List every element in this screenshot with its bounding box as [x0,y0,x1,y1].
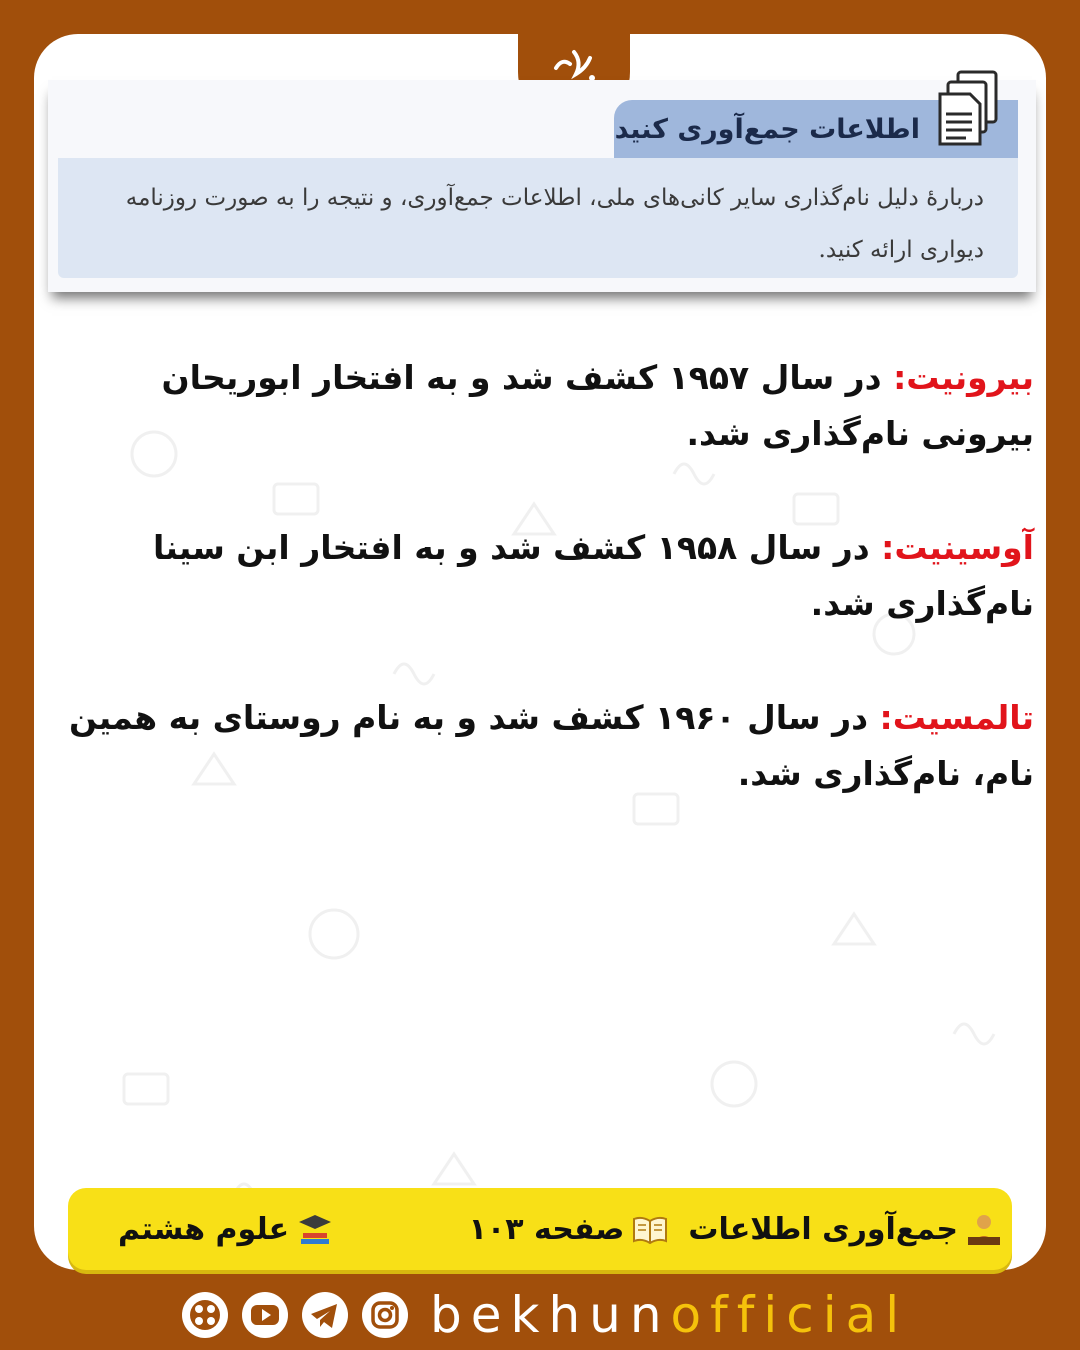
snippet-line-1: دربارهٔ دلیل نام‌گذاری سایر کانی‌های ملی، اطلاعات جمع‌آوری، و نتیجه را به صورت روزنامه [125,185,984,211]
mineral-term: تالمسیت: [879,698,1034,737]
answer-item [48,350,1034,462]
answers-list [48,350,1034,860]
documents-icon [936,68,1002,150]
footer-page [469,1211,669,1247]
snippet-text-box [58,158,1018,278]
brand-part-2: official [670,1286,909,1344]
answer-text: در سال ۱۹۶۰ کشف شد و به نام روستای به همین نام، نام‌گذاری شد. [69,698,1034,793]
mineral-term: آوسینیت: [881,528,1034,567]
brand-handle [430,1287,908,1343]
answer-item [48,520,1034,632]
footer-subject-label: علوم هشتم [118,1211,290,1247]
footer-topic-label: جمع‌آوری اطلاعات [688,1211,958,1247]
instagram-icon[interactable] [360,1290,410,1340]
teacher-icon [966,1211,1002,1247]
snippet-tab-title: اطلاعات جمع‌آوری کنید [614,113,920,145]
open-book-icon [632,1211,668,1247]
youtube-icon[interactable] [240,1290,290,1340]
answer-text: در سال ۱۹۵۷ کشف شد و به افتخار ابوریحان بیرونی نام‌گذاری شد. [161,358,1034,453]
graduation-books-icon [297,1211,333,1247]
answer-text: در سال ۱۹۵۸ کشف شد و به افتخار ابن سینا نام‌گذاری شد. [153,528,1034,623]
aparat-icon[interactable] [180,1290,230,1340]
answer-item [48,690,1034,802]
footer-topic [688,1211,1002,1247]
snippet-line-2: دیواری ارائه کنید. [818,237,984,263]
footer-info-bar [68,1188,1012,1270]
telegram-icon[interactable] [300,1290,350,1340]
mineral-term: بیرونیت: [893,358,1034,397]
footer-subject [118,1211,333,1247]
brand-part-1: bekhun [430,1286,671,1344]
social-strip [180,1284,908,1346]
footer-page-label: صفحه ۱۰۳ [468,1211,625,1247]
